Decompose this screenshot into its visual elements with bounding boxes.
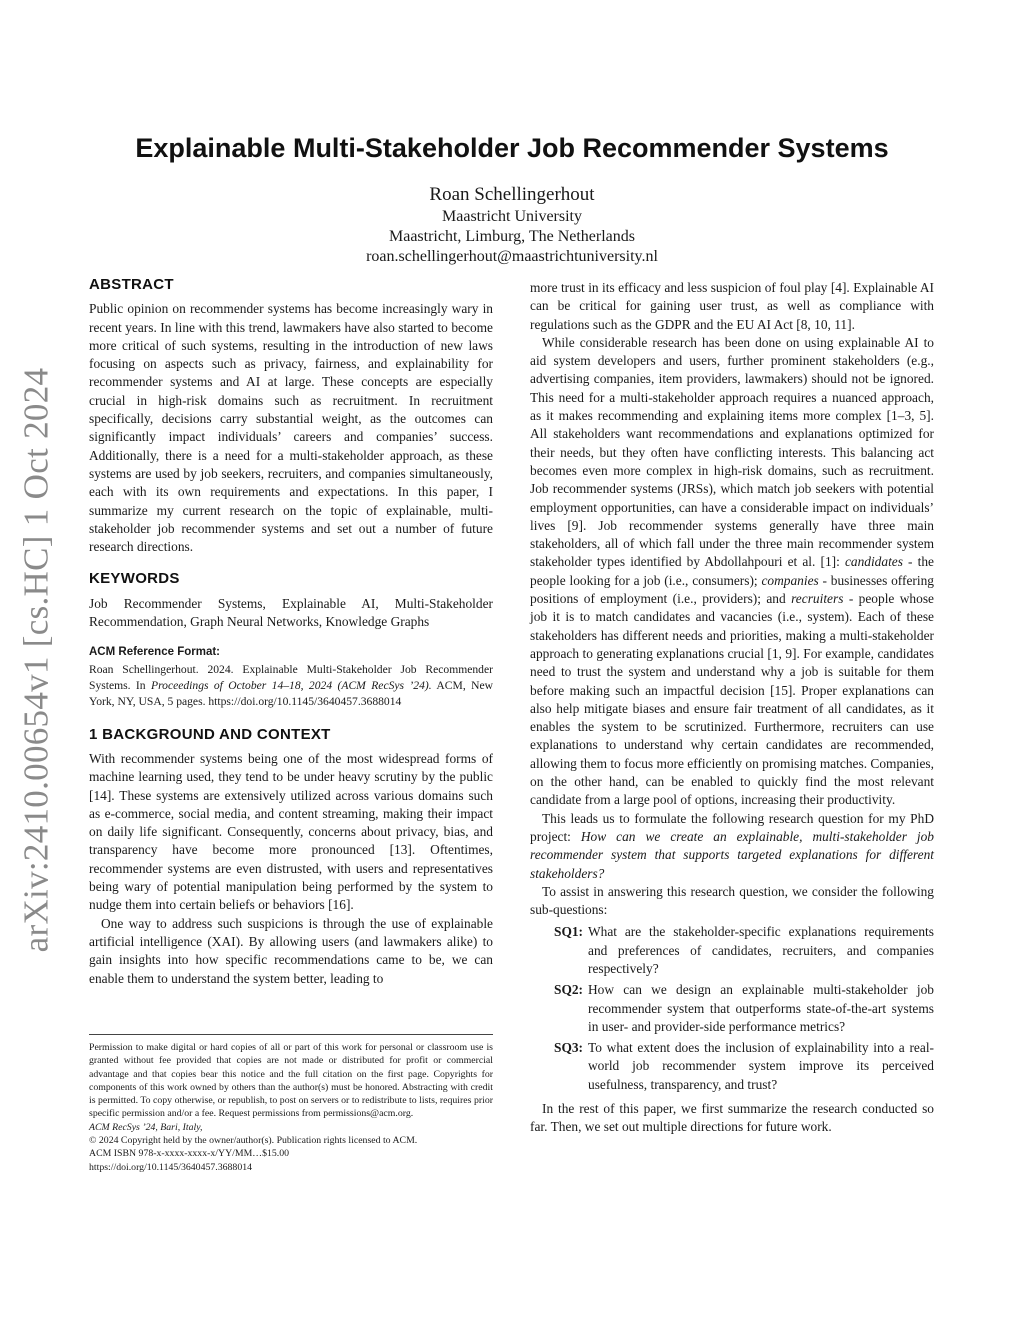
p1-part-d: - people whose job it is to match candidates and vacancies (i.e., system). Each of these stakeholders has different needs and priorities, making a multi-stakeholder approach to generating explanations crucial [1, 9]. For example, candidates need to trust the system and understand why a job is suitable for them before making such an impactful decision [15]. Proper explanations can also help mitigate biases and ensure fair treatment of all candidates, as it enables the system to be scrutinized. Furthermore, recruiters can use explanations to understand why certain candidates are recommended, allowing them to focus more efficiently on promising matches. Companies, on the other hand, can be enabled to quickly find the most relevant candidate from a large pool of options, increasing their productivity.	[530, 591, 934, 808]
p1-part-a: While considerable research has been done on using explainable AI to aid system developers and users, further prominent stakeholders (e.g., advertising companies, item providers, lawmakers) should not be ignored. This need for a multi-stakeholder approach requires a nuanced approach, as it makes recommending and explaining items more complex [1–3, 5]. All stakeholders want recommendations and explanations optimized for their needs, but they often have conflicting interests. This balancing act becomes even more complex in high-risk domains, such as recruitment. Job recommender systems (JRSs), which match job seekers with potential employment opportunities, can have a considerable impact on individuals’ lives [9]. Job recommender systems generally have three main stakeholders, all of which fall under the three main recommender system stakeholder types identified by Abdollahpouri et al. [1]:	[530, 334, 934, 570]
paper-title: Explainable Multi-Stakeholder Job Recommender Systems	[135, 133, 889, 163]
author-name: Roan Schellingerhout	[429, 184, 595, 205]
section1-heading: 1 BACKGROUND AND CONTEXT	[89, 725, 331, 743]
sub-question	[530, 1039, 934, 1094]
copyright-footnote	[89, 1034, 493, 1174]
copyright-text: © 2024 Copyright held by the owner/author(s). Publication rights licensed to ACM.	[89, 1135, 418, 1147]
abstract-text: Public opinion on recommender systems has become increasingly wary in recent years. In line with this trend, lawmakers have also started to become more critical of such systems, resulting in the introduction of new laws focusing on aspects such as privacy, fairness, and explainability for recommender systems and AI at large. These concepts are especially crucial in high-risk domains such as recruitment. In recruitment specifically, decisions carry substantial weight, as the outcomes can significantly impact individuals’ careers and companies’ success. Additionally, there is a need for a multi-stakeholder approach, as these systems are used by job seekers, recruiters, and companies simultaneously, each with its own requirements and expectations. In this paper, I summarize my current research on the topic of explainable, multi-stakeholder job recommender systems and set out a number of future research directions.	[89, 301, 493, 555]
right-paragraph-2	[530, 810, 934, 883]
isbn-text: ACM ISBN 978-x-xxxx-xxxx-x/YY/MM…$15.00	[89, 1148, 290, 1160]
section1-paragraph-2: One way to address such suspicions is through the use of explainable artificial intelligence (XAI). By allowing users (and lawmakers alike) to gain insights into how specific recommendations came to be, we can enable them to understand the system better, leading to	[89, 915, 493, 986]
sq-text: How can we design an explainable multi-stakeholder job recommender system that outperforms state-of-the-art systems in user- and provider-side performance metrics?	[588, 982, 934, 1034]
left-column	[89, 276, 493, 988]
sub-question	[530, 923, 934, 978]
p2-part-a: This leads us to formulate the following research question for my PhD project:	[530, 810, 934, 844]
keywords-block	[89, 570, 493, 631]
acm-reference-text	[89, 662, 493, 710]
section-background	[89, 726, 493, 988]
term-companies: companies	[761, 572, 819, 588]
right-paragraph-3: To assist in answering this research question, we consider the following sub-questions:	[530, 883, 934, 918]
sq-label: SQ3:	[554, 1040, 584, 1056]
acm-reference-part-a: Roan Schellingerhout. 2024. Explainable Multi-Stakeholder Job Recommender Systems. In	[89, 662, 493, 692]
abstract-heading: ABSTRACT	[89, 276, 174, 293]
author-block	[200, 183, 824, 267]
arxiv-id-text: arXiv:2410.00654v1 [cs.HC] 1 Oct 2024	[16, 367, 56, 953]
author-affiliation: Maastricht University	[442, 208, 582, 225]
term-candidates: candidates	[844, 554, 903, 570]
sq-label: SQ2:	[554, 982, 584, 998]
acm-reference-heading: ACM Reference Format:	[89, 646, 220, 659]
term-recruiters: recruiters	[791, 591, 844, 607]
right-paragraph-1	[530, 334, 934, 810]
p1-part-b: - the people looking for a job (i.e., consumers);	[530, 554, 934, 588]
venue-text: ACM RecSys ’24, Bari, Italy,	[89, 1121, 203, 1133]
author-email: roan.schellingerhout@maastrichtuniversity.nl	[366, 248, 658, 265]
keywords-heading: KEYWORDS	[89, 570, 180, 588]
permission-text: Permission to make digital or hard copies of all or part of this work for personal or classroom use is granted without fee provided that copies are not made or distributed for profit or commercial advantage and that copies bear this notice and the full citation on the first page. Copyrights for components of this work owned by others than the author(s) must be honored. Abstracting with credit is permitted. To copy otherwise, or republish, to post on servers or to redistribute to lists, requires prior specific permission and/or a fee. Request permissions from permissions@acm.org.	[89, 1042, 493, 1120]
doi-text: https://doi.org/10.1145/3640457.3688014	[89, 1161, 253, 1173]
author-location: Maastricht, Limburg, The Netherlands	[388, 228, 635, 245]
right-column	[530, 279, 934, 1137]
research-question: How can we create an explainable, multi-stakeholder job recommender system that supports targeted explanations for different stakeholders?	[530, 828, 934, 881]
sub-question-list	[530, 923, 934, 1094]
keywords-text: Job Recommender Systems, Explainable AI, Multi-Stakeholder Recommendation, Graph Neural Networks, Knowledge Graphs	[89, 595, 493, 630]
acm-reference-part-b: ACM, New York, NY, USA, 5 pages. https://doi.org/10.1145/3640457.3688014	[89, 678, 493, 708]
section1-paragraph-1: With recommender systems being one of the most widespread forms of machine learning used, they tend to be under heavy scrutiny by the public [14]. These systems are extensively utilized across various domains such as e-commerce, social media, and content streaming, making their impact on daily life significant. Consequently, concerns about privacy, bias, and transparency have become more pronounced [13]. Oftentimes, recommender systems are even distrusted, with users and representatives being wary of potential manipulation being performed by the system to nudge them into certain beliefs or behaviors [16].	[89, 750, 493, 913]
acm-reference-proceedings: Proceedings of October 14–18, 2024 (ACM RecSys ’24).	[150, 678, 432, 692]
sub-question	[530, 981, 934, 1036]
arxiv-sidebar-id	[16, 365, 56, 955]
p1-part-c: - businesses offering positions of employment (i.e., providers); and	[530, 572, 934, 607]
right-paragraph-0: more trust in its efficacy and less suspicion of foul play [4]. Explainable AI can be critical for gaining user trust, as well as compliance with regulations such as the GDPR and the EU AI Act [8, 10, 11].	[530, 280, 934, 332]
sq-text: To what extent does the inclusion of explainability into a real-world job recommender system improve its perceived usefulness, transparency, and trust?	[588, 1040, 934, 1092]
sq-label: SQ1:	[554, 924, 584, 940]
sq-text: What are the stakeholder-specific explanations requirements and preferences of candidates, recruiters, and companies respectively?	[588, 924, 934, 976]
right-paragraph-4: In the rest of this paper, we first summarize the research conducted so far. Then, we set out multiple directions for future work.	[530, 1101, 934, 1135]
